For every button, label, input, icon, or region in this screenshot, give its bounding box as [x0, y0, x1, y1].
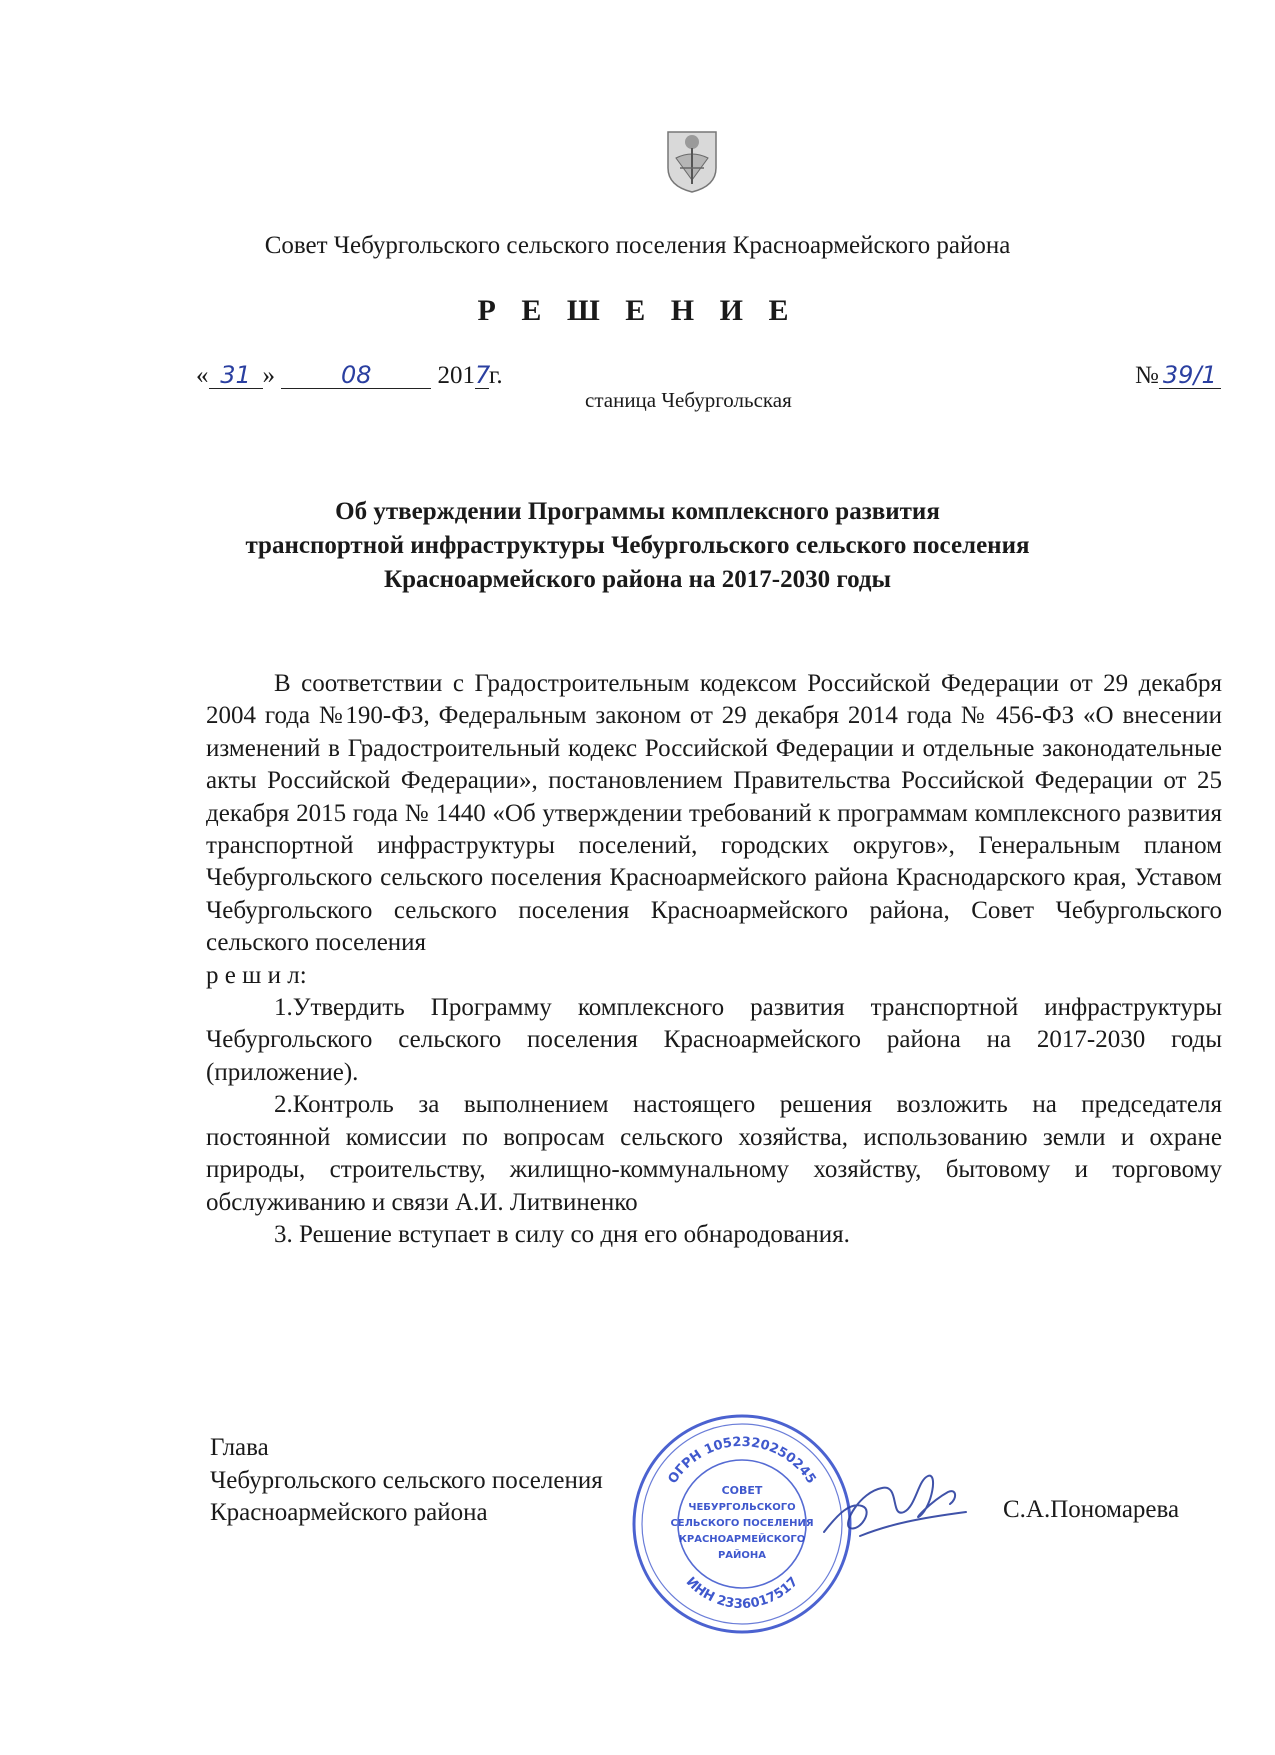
number-sign: № [1135, 362, 1159, 389]
number-value: 39/1 [1159, 362, 1221, 389]
date-open-quote: « [196, 362, 209, 389]
place-name: станица Чебургольская [585, 388, 792, 412]
item-2: 2.Контроль за выполнением настоящего решения возложить на председателя постоянной комиссии по вопросам сельского хозяйства, использованию земли и охране природы, строительству, жилищно-коммунальному хозяйству, бытовому и торговому обслуживанию и связи А.И. Литвиненко [206, 1091, 1222, 1216]
decided-word: р е ш и л: [206, 961, 307, 989]
heading-line-3: Красноармейского района на 2017-2030 годы [383, 566, 892, 593]
signer-position: Глава [210, 1434, 269, 1461]
heading-line-2: транспортной инфраструктуры Чебургольского сельского поселения [245, 532, 1030, 559]
stamp-center-5: РАЙОНА [717, 1550, 767, 1561]
council-name: Совет Чебургольского сельского поселения Красноармейского района [264, 232, 1011, 259]
date-close-quote: » [262, 362, 275, 389]
date-year-prefix: 201 [437, 362, 475, 389]
stamp-center-4: КРАСНОАРМЕЙСКОГО [678, 1534, 806, 1545]
signer-name: С.А.Пономарева [1003, 1496, 1180, 1523]
stamp-inn: ИНН 2336017517 [682, 1574, 802, 1613]
decision-body [206, 668, 1222, 1251]
date-month: 08 [281, 362, 431, 389]
decision-date [196, 362, 503, 390]
stamp-center-2: ЧЕБУРГОЛЬСКОГО [688, 1502, 796, 1513]
decision-heading [0, 495, 1275, 597]
signer-settlement: Чебургольского сельского поселения [210, 1466, 603, 1494]
heading-line-1: Об утверждении Программы комплексного развития [335, 498, 940, 525]
signature-title-block [210, 1432, 603, 1530]
signer-district: Красноармейского района [210, 1499, 488, 1526]
preamble-paragraph: В соответствии с Градостроительным кодексом Российской Федерации от 29 декабря 2004 года №190-ФЗ, Федеральным законом от 29 декабря 2014 года № 456-ФЗ «О внесении изменений в Градостроительный кодекс Российской Федерации и отдельные законодательные акты Российской Федерации», постановлением Правительства Российской Федерации от 25 декабря 2015 года № 1440 «Об утверждении требований к программам комплексного развития транспортной инфраструктуры поселений, городских округов», Генеральным планом Чебургольского сельского поселения Красноармейского района Краснодарского края, Уставом Чебургольского сельского поселения Красноармейского района, Совет Чебургольского сельского поселения [206, 670, 1222, 957]
stamp-center-3: СЕЛЬСКОГО ПОСЕЛЕНИЯ [670, 1518, 814, 1529]
stamp-ogrn: ОГРН 1052320250245 [665, 1434, 819, 1487]
document-title: Р Е Ш Е Н И Е [477, 294, 798, 327]
date-year-digit: 7 [475, 361, 491, 389]
item-1: 1.Утвердить Программу комплексного развития транспортной инфраструктуры Чебургольского сельского поселения Красноармейского района на 2017-2030 годы (приложение). [206, 994, 1222, 1086]
coat-of-arms-emblem [666, 128, 718, 194]
svg-text:ИНН 2336017517 [683, 1574, 802, 1612]
item-3: 3. Решение вступает в силу со дня его обнародования. [274, 1220, 850, 1248]
date-day: 31 [209, 362, 263, 389]
stamp-center-1: СОВЕТ [721, 1484, 763, 1497]
decision-number [1135, 362, 1221, 390]
handwritten-signature [820, 1462, 970, 1552]
date-suffix: г. [489, 362, 503, 389]
